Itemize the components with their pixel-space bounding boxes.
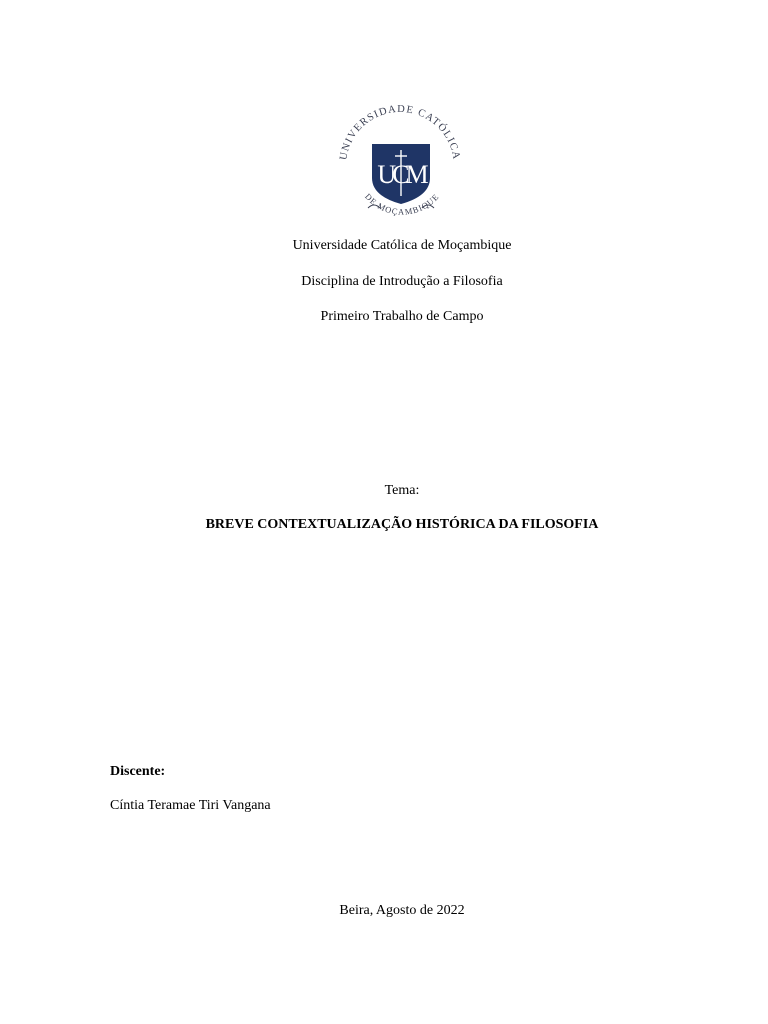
student-label: Discente:	[110, 764, 166, 779]
seal-monogram: UCM	[377, 160, 425, 189]
university-logo	[330, 100, 466, 224]
student-name: Cíntia Teramae Tiri Vangana	[110, 798, 271, 813]
university-seal-icon	[330, 100, 466, 224]
discipline-name: Disciplina de Introdução a Filosofia	[301, 274, 503, 289]
work-title: Primeiro Trabalho de Campo	[320, 309, 484, 324]
place-and-date: Beira, Agosto de 2022	[339, 903, 465, 918]
theme-label: Tema:	[384, 483, 420, 498]
theme-title: BREVE CONTEXTUALIZAÇÃO HISTÓRICA DA FILOSOFIA	[205, 517, 599, 532]
institution-name: Universidade Católica de Moçambique	[292, 238, 512, 253]
seal-bottom-text: DE MOÇAMBIQUE	[362, 191, 442, 217]
seal-top-text: UNIVERSIDADE CATÓLICA	[338, 103, 462, 161]
